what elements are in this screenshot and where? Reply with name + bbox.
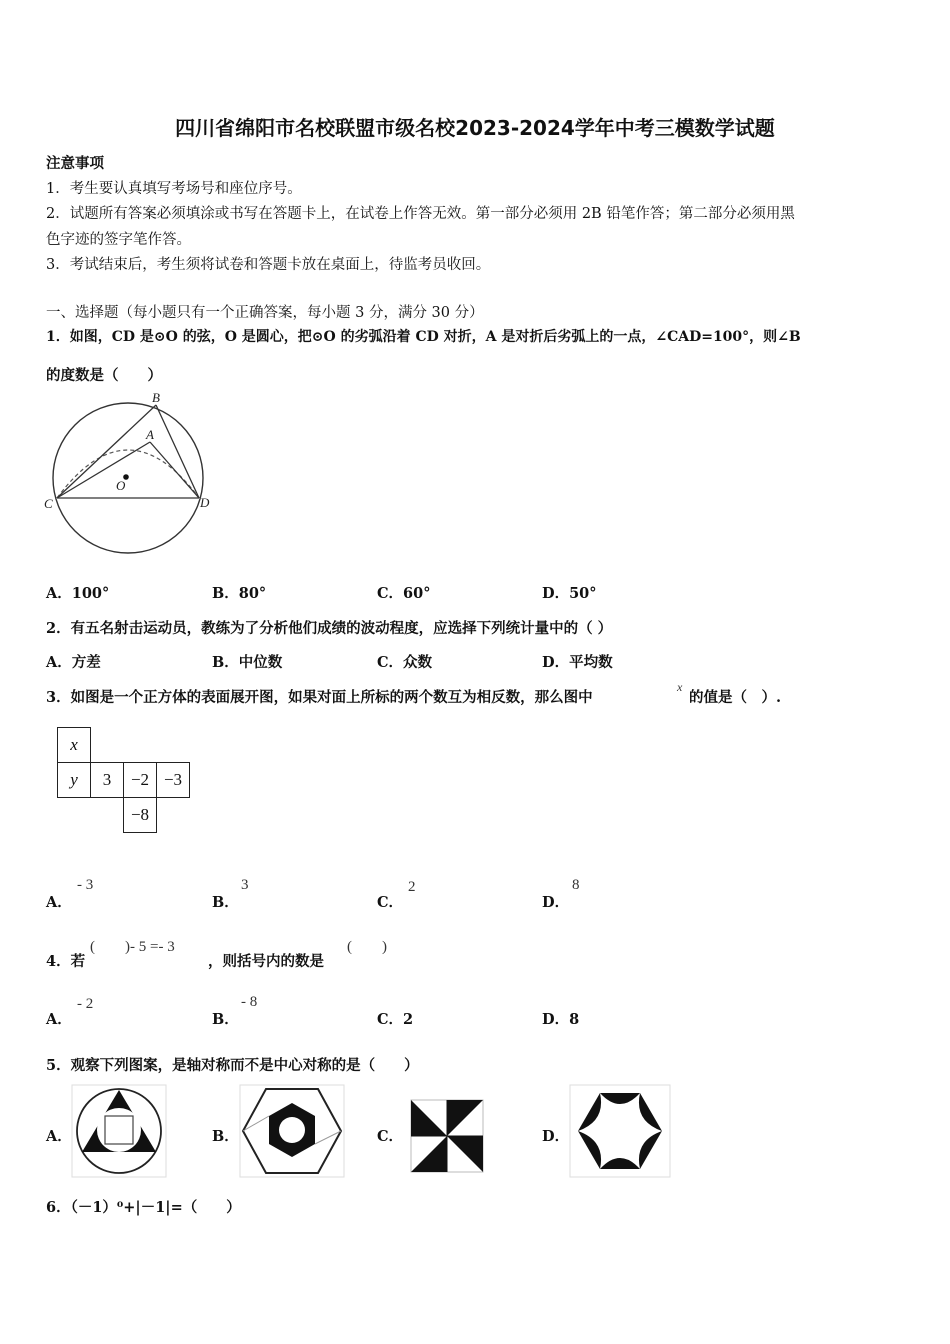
label-B: B: [152, 390, 160, 405]
q6-text: 6．（－1）⁰+|－1|=（ ）: [46, 1199, 241, 1216]
notice-heading: 注意事项: [46, 155, 104, 172]
q1-option-b[interactable]: B．80°: [212, 585, 267, 602]
notice-item: 色字迹的签字笔作答。: [46, 232, 191, 248]
q4-option-d[interactable]: D．8: [542, 1011, 580, 1028]
q4-equation: ( )- 5 =- 3: [90, 939, 175, 955]
q4-option-a-value: - 2: [77, 996, 94, 1012]
pattern-b-figure: [240, 1085, 344, 1177]
q4-option-b-value: - 8: [241, 994, 258, 1010]
net-cell-x: x: [58, 728, 91, 763]
q1-option-c[interactable]: C．60°: [377, 585, 431, 602]
notice-item: 1．考生要认真填写考场号和座位序号。: [46, 181, 302, 197]
page-title: 四川省绵阳市名校联盟市级名校2023-2024学年中考三模数学试题: [175, 116, 775, 140]
label-C: C: [44, 496, 53, 511]
q1-option-d[interactable]: D．50°: [542, 585, 597, 602]
pattern-d-figure: [570, 1085, 670, 1177]
notice-item: 2．试题所有答案必须填涂或书写在答题卡上，在试卷上作答无效。第一部分必须用 2B 铅笔作答；第二部分必须用黑: [46, 206, 795, 222]
q4-option-c[interactable]: C．2: [377, 1011, 414, 1028]
label-A: A: [146, 427, 154, 442]
q2-option-c[interactable]: C．众数: [377, 654, 433, 671]
net-cell: 3: [91, 763, 124, 798]
q3-option-d-value: 8: [572, 877, 580, 893]
q4-option-a[interactable]: A．: [46, 1011, 72, 1028]
q5-option-b[interactable]: B．: [212, 1128, 239, 1145]
q3-text-end: 的值是（ ）.: [689, 689, 782, 706]
q3-variable: x: [677, 680, 683, 694]
pattern-a-figure: [72, 1085, 166, 1177]
q3-option-b-value: 3: [241, 877, 249, 893]
cube-net-figure: [57, 727, 190, 833]
q5-option-d[interactable]: D．: [542, 1128, 570, 1145]
q1-option-a[interactable]: A．100°: [46, 585, 110, 602]
q5-option-a[interactable]: A．: [46, 1128, 72, 1145]
q2-option-d[interactable]: D．平均数: [542, 654, 613, 671]
net-cell: −3: [157, 763, 190, 798]
q2-option-b[interactable]: B．中位数: [212, 654, 283, 671]
net-cell: −2: [124, 763, 157, 798]
q4-text: ，则括号内的数是: [208, 953, 324, 970]
q1-text-cont: 的度数是（ ）: [46, 367, 162, 384]
q4-prefix: 4．若: [46, 953, 86, 970]
q5-option-c[interactable]: C．: [377, 1128, 404, 1145]
q5-text: 5．观察下列图案，是轴对称而不是中心对称的是（ ）: [46, 1057, 419, 1074]
q3-option-d[interactable]: D．: [542, 894, 570, 911]
notice-item: 3．考试结束后，考生须将试卷和答题卡放在桌面上，待监考员收回。: [46, 257, 491, 273]
q3-option-a[interactable]: A．: [46, 894, 72, 911]
q2-text: 2．有五名射击运动员，教练为了分析他们成绩的波动程度，应选择下列统计量中的（ ）: [46, 620, 613, 637]
q3-option-c[interactable]: C．: [377, 894, 404, 911]
label-O: O: [116, 478, 126, 493]
pattern-c-figure: [405, 1092, 489, 1176]
net-cell-y: y: [58, 763, 91, 798]
q4-option-b[interactable]: B．: [212, 1011, 239, 1028]
q3-option-b[interactable]: B．: [212, 894, 239, 911]
q1-circle-figure: [40, 390, 220, 560]
q3-text: 3．如图是一个正方体的表面展开图，如果对面上所标的两个数互为相反数，那么图中: [46, 689, 593, 706]
label-D: D: [200, 495, 210, 510]
q1-text: 1．如图，CD 是⊙O 的弦，O 是圆心，把⊙O 的劣弧沿着 CD 对折，A 是对折后劣弧上的一点，∠CAD=100°，则∠B: [46, 329, 801, 345]
section-heading: 一、选择题（每小题只有一个正确答案，每小题 3 分，满分 30 分）: [46, 305, 484, 321]
net-cell: −8: [124, 798, 157, 833]
q3-option-a-value: - 3: [77, 877, 94, 893]
q4-paren: ( ): [347, 939, 387, 955]
q2-option-a[interactable]: A．方差: [46, 654, 101, 671]
q3-option-c-value: 2: [408, 879, 416, 895]
